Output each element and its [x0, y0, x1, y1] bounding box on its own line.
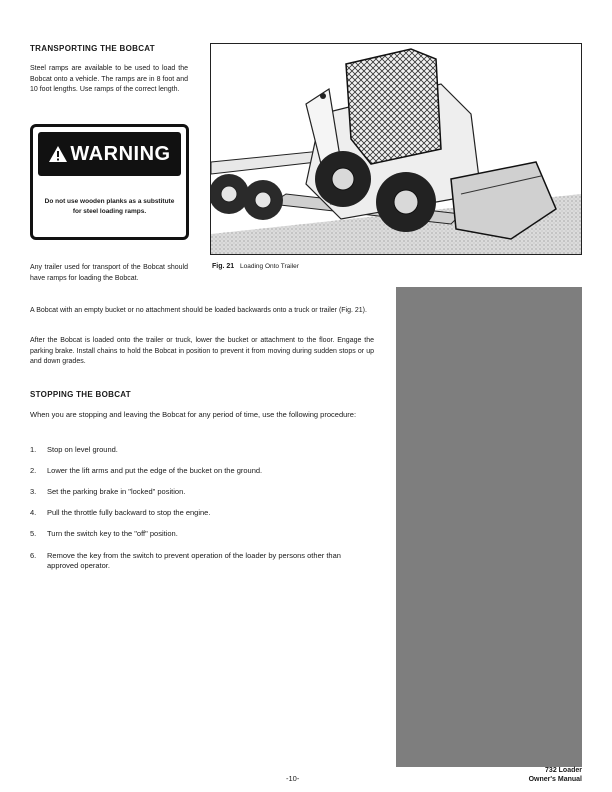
bobcat-on-trailer-illustration [211, 44, 581, 254]
step-number: 1. [30, 445, 37, 454]
step-text: Stop on level ground. [47, 445, 118, 454]
step-number: 5. [30, 529, 37, 538]
step-number: 4. [30, 508, 37, 517]
footer-manual-title [529, 766, 582, 784]
warning-banner [38, 132, 181, 176]
warning-label: WARNING [70, 142, 171, 165]
blank-gray-panel [396, 287, 582, 767]
warning-triangle-icon [48, 145, 68, 163]
after-loading-paragraph: After the Bobcat is loaded onto the trailer or truck, lower the bucket or attachment to the floor. Engage the parking brake. Install chains to hold the Bobcat in position to prevent it from moving during sudden stops or up and down grades. [30, 337, 374, 365]
section-title-stopping: STOPPING THE BOBCAT [30, 390, 131, 399]
page-number: -10- [286, 774, 300, 783]
section-title-transporting: TRANSPORTING THE BOBCAT [30, 44, 155, 53]
figure-number: Fig. 21 [212, 263, 235, 270]
footer-manual: Owner's Manual [528, 776, 582, 783]
step-text: Lower the lift arms and put the edge of the bucket on the ground. [47, 466, 263, 475]
figure-caption-text: Loading Onto Trailer [240, 263, 299, 270]
step-text: Remove the key from the switch to prevent operation of the loader by persons other than approved operator. [47, 551, 341, 570]
step-number: 2. [30, 466, 37, 475]
figure-caption [212, 263, 299, 270]
stopping-steps-list [30, 445, 374, 575]
trailer-paragraph: Any trailer used for transport of the Bobcat should have ramps for loading the Bobcat. [30, 264, 188, 282]
step-number: 3. [30, 487, 37, 496]
step-number: 6. [30, 551, 37, 560]
warning-box [30, 124, 189, 240]
step-text: Pull the throttle fully backward to stop the engine. [47, 508, 211, 517]
transport-intro-paragraph: Steel ramps are available to be used to load the Bobcat onto a vehicle. The ramps are in 8 foot and 10 foot lengths. Use ramps of the correct length. [30, 65, 188, 93]
stopping-intro-paragraph: When you are stopping and leaving the Bobcat for any period of time, use the following procedure: [30, 410, 357, 419]
warning-message: Do not use wooden planks as a substitute for steel loading ramps. [44, 198, 175, 215]
step-text: Turn the switch key to the "off" position. [47, 529, 178, 538]
step-text: Set the parking brake in "locked" position. [47, 487, 186, 496]
empty-bucket-paragraph: A Bobcat with an empty bucket or no attachment should be loaded backwards onto a truck or trailer (Fig. 21). [30, 307, 367, 314]
footer-model: 732 Loader [545, 767, 582, 774]
figure-illustration [210, 43, 582, 255]
